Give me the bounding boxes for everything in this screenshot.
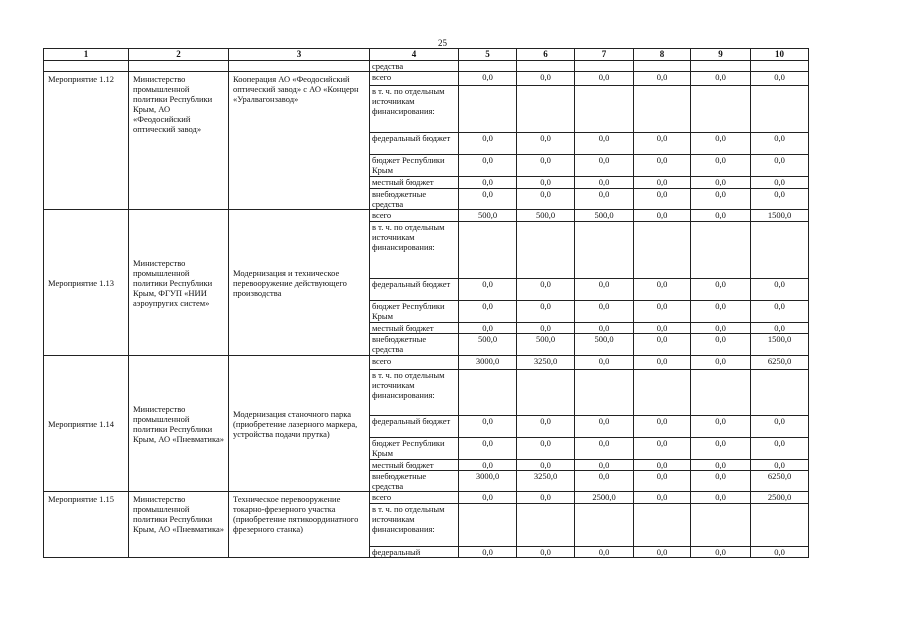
col-header: 4 bbox=[370, 49, 459, 61]
amount-cell bbox=[691, 222, 751, 279]
funding-source: всего bbox=[370, 356, 459, 370]
amount-cell: 0,0 bbox=[634, 356, 691, 370]
amount-cell bbox=[517, 504, 575, 547]
amount-cell: 0,0 bbox=[575, 547, 634, 558]
amount-cell: 500,0 bbox=[459, 210, 517, 222]
amount-cell: 0,0 bbox=[691, 416, 751, 438]
amount-cell: 0,0 bbox=[634, 189, 691, 210]
amount-cell: 0,0 bbox=[517, 460, 575, 471]
funding-table bbox=[43, 48, 809, 558]
funding-source: в т. ч. по отдельным источникам финансирования: bbox=[370, 370, 459, 416]
amount-cell: 0,0 bbox=[751, 177, 809, 189]
responsible-org: Министерство промышленной политики Республики Крым, АО «Пневматика» bbox=[129, 492, 229, 558]
amount-cell bbox=[751, 370, 809, 416]
amount-cell: 3250,0 bbox=[517, 471, 575, 492]
amount-cell: 0,0 bbox=[517, 301, 575, 323]
amount-cell: 0,0 bbox=[634, 210, 691, 222]
amount-cell: 0,0 bbox=[751, 133, 809, 155]
activity-id: Мероприятие 1.14 bbox=[44, 356, 129, 492]
activity-description: Модернизация станочного парка (приобретение лазерного маркера, устройства подачи прутка) bbox=[229, 356, 370, 492]
amount-cell: 0,0 bbox=[691, 133, 751, 155]
amount-cell bbox=[459, 86, 517, 133]
amount-cell: 0,0 bbox=[691, 189, 751, 210]
amount-cell: 0,0 bbox=[691, 471, 751, 492]
continuation-row bbox=[44, 61, 809, 72]
amount-cell: 0,0 bbox=[575, 471, 634, 492]
amount-cell bbox=[691, 370, 751, 416]
amount-cell: 500,0 bbox=[459, 334, 517, 356]
amount-cell: 0,0 bbox=[751, 460, 809, 471]
amount-cell: 0,0 bbox=[691, 356, 751, 370]
amount-cell: 0,0 bbox=[634, 438, 691, 460]
amount-cell: 3000,0 bbox=[459, 356, 517, 370]
amount-cell: 0,0 bbox=[517, 279, 575, 301]
table-row bbox=[44, 210, 809, 222]
amount-cell: 0,0 bbox=[575, 323, 634, 334]
amount-cell: 0,0 bbox=[634, 547, 691, 558]
amount-cell: 3250,0 bbox=[517, 356, 575, 370]
amount-cell bbox=[751, 86, 809, 133]
amount-cell bbox=[575, 222, 634, 279]
amount-cell: 0,0 bbox=[459, 301, 517, 323]
amount-cell: 0,0 bbox=[634, 301, 691, 323]
table-row bbox=[44, 492, 809, 504]
funding-source: всего bbox=[370, 210, 459, 222]
col-header: 3 bbox=[229, 49, 370, 61]
amount-cell bbox=[634, 504, 691, 547]
funding-source: бюджет Республики Крым bbox=[370, 438, 459, 460]
funding-source: федеральный bbox=[370, 547, 459, 558]
source-cell: средства bbox=[370, 61, 459, 72]
funding-source: внебюджетные средства bbox=[370, 189, 459, 210]
funding-source: в т. ч. по отдельным источникам финансирования: bbox=[370, 86, 459, 133]
amount-cell: 2500,0 bbox=[575, 492, 634, 504]
col-header: 8 bbox=[634, 49, 691, 61]
amount-cell: 1500,0 bbox=[751, 334, 809, 356]
amount-cell: 0,0 bbox=[691, 323, 751, 334]
amount-cell: 0,0 bbox=[517, 189, 575, 210]
amount-cell: 6250,0 bbox=[751, 471, 809, 492]
amount-cell: 0,0 bbox=[575, 301, 634, 323]
amount-cell: 0,0 bbox=[751, 323, 809, 334]
amount-cell: 0,0 bbox=[751, 189, 809, 210]
activity-id: Мероприятие 1.13 bbox=[44, 210, 129, 356]
amount-cell: 0,0 bbox=[751, 416, 809, 438]
col-header: 6 bbox=[517, 49, 575, 61]
amount-cell: 0,0 bbox=[517, 177, 575, 189]
responsible-org: Министерство промышленной политики Республики Крым, ФГУП «НИИ аэроупругих систем» bbox=[129, 210, 229, 356]
amount-cell: 0,0 bbox=[634, 492, 691, 504]
funding-source: федеральный бюджет bbox=[370, 279, 459, 301]
amount-cell: 0,0 bbox=[691, 155, 751, 177]
amount-cell: 6250,0 bbox=[751, 356, 809, 370]
amount-cell: 500,0 bbox=[517, 334, 575, 356]
amount-cell: 0,0 bbox=[634, 323, 691, 334]
amount-cell: 0,0 bbox=[575, 460, 634, 471]
amount-cell: 0,0 bbox=[459, 279, 517, 301]
table-body bbox=[44, 61, 809, 558]
amount-cell: 0,0 bbox=[459, 460, 517, 471]
amount-cell: 0,0 bbox=[575, 72, 634, 86]
amount-cell: 0,0 bbox=[691, 210, 751, 222]
activity-id: Мероприятие 1.15 bbox=[44, 492, 129, 558]
amount-cell: 0,0 bbox=[517, 72, 575, 86]
amount-cell: 0,0 bbox=[575, 438, 634, 460]
amount-cell: 0,0 bbox=[575, 177, 634, 189]
amount-cell bbox=[517, 222, 575, 279]
funding-source: местный бюджет bbox=[370, 323, 459, 334]
header-row bbox=[44, 49, 809, 61]
activity-description: Модернизация и техническое перевооружение действующего производства bbox=[229, 210, 370, 356]
amount-cell: 0,0 bbox=[691, 301, 751, 323]
amount-cell: 0,0 bbox=[459, 72, 517, 86]
amount-cell: 0,0 bbox=[517, 155, 575, 177]
amount-cell: 0,0 bbox=[517, 492, 575, 504]
amount-cell bbox=[751, 504, 809, 547]
amount-cell: 2500,0 bbox=[751, 492, 809, 504]
amount-cell bbox=[634, 222, 691, 279]
amount-cell: 0,0 bbox=[634, 416, 691, 438]
amount-cell bbox=[575, 370, 634, 416]
amount-cell: 0,0 bbox=[691, 492, 751, 504]
amount-cell: 0,0 bbox=[691, 72, 751, 86]
funding-source: бюджет Республики Крым bbox=[370, 155, 459, 177]
amount-cell: 0,0 bbox=[459, 416, 517, 438]
amount-cell: 0,0 bbox=[459, 438, 517, 460]
col-header: 9 bbox=[691, 49, 751, 61]
amount-cell: 0,0 bbox=[634, 460, 691, 471]
amount-cell: 0,0 bbox=[634, 177, 691, 189]
amount-cell: 0,0 bbox=[691, 460, 751, 471]
amount-cell: 0,0 bbox=[634, 133, 691, 155]
amount-cell: 3000,0 bbox=[459, 471, 517, 492]
activity-description: Техническое перевооружение токарно-фрезерного участка (приобретение пятикоординатного фрезерного станка) bbox=[229, 492, 370, 558]
funding-source: местный бюджет bbox=[370, 177, 459, 189]
amount-cell: 0,0 bbox=[517, 416, 575, 438]
amount-cell: 0,0 bbox=[634, 279, 691, 301]
amount-cell: 500,0 bbox=[517, 210, 575, 222]
amount-cell: 0,0 bbox=[634, 334, 691, 356]
funding-source: внебюджетные средства bbox=[370, 471, 459, 492]
amount-cell: 0,0 bbox=[634, 471, 691, 492]
table-row bbox=[44, 356, 809, 370]
amount-cell bbox=[575, 86, 634, 133]
amount-cell: 0,0 bbox=[691, 547, 751, 558]
amount-cell bbox=[459, 504, 517, 547]
amount-cell bbox=[517, 370, 575, 416]
amount-cell: 0,0 bbox=[751, 72, 809, 86]
amount-cell: 0,0 bbox=[751, 155, 809, 177]
amount-cell bbox=[691, 504, 751, 547]
amount-cell: 0,0 bbox=[459, 547, 517, 558]
funding-source: в т. ч. по отдельным источникам финансирования: bbox=[370, 504, 459, 547]
amount-cell: 0,0 bbox=[459, 492, 517, 504]
col-header: 2 bbox=[129, 49, 229, 61]
amount-cell: 0,0 bbox=[575, 356, 634, 370]
col-header: 1 bbox=[44, 49, 129, 61]
amount-cell: 0,0 bbox=[517, 133, 575, 155]
page-number: 25 bbox=[438, 38, 447, 48]
amount-cell: 0,0 bbox=[459, 155, 517, 177]
amount-cell: 0,0 bbox=[575, 155, 634, 177]
amount-cell: 0,0 bbox=[517, 547, 575, 558]
amount-cell bbox=[691, 86, 751, 133]
funding-source: бюджет Республики Крым bbox=[370, 301, 459, 323]
amount-cell: 0,0 bbox=[459, 133, 517, 155]
amount-cell: 0,0 bbox=[459, 189, 517, 210]
amount-cell: 0,0 bbox=[459, 323, 517, 334]
amount-cell: 500,0 bbox=[575, 210, 634, 222]
amount-cell bbox=[634, 370, 691, 416]
funding-source: в т. ч. по отдельным источникам финансирования: bbox=[370, 222, 459, 279]
col-header: 5 bbox=[459, 49, 517, 61]
amount-cell: 0,0 bbox=[575, 189, 634, 210]
funding-source: федеральный бюджет bbox=[370, 133, 459, 155]
funding-source: внебюджетные средства bbox=[370, 334, 459, 356]
amount-cell bbox=[751, 222, 809, 279]
funding-source: местный бюджет bbox=[370, 460, 459, 471]
amount-cell: 0,0 bbox=[575, 133, 634, 155]
amount-cell bbox=[459, 222, 517, 279]
amount-cell: 0,0 bbox=[751, 301, 809, 323]
amount-cell: 0,0 bbox=[691, 177, 751, 189]
amount-cell: 0,0 bbox=[751, 547, 809, 558]
col-header: 7 bbox=[575, 49, 634, 61]
amount-cell bbox=[459, 370, 517, 416]
amount-cell bbox=[634, 86, 691, 133]
responsible-org: Министерство промышленной политики Республики Крым, АО «Пневматика» bbox=[129, 356, 229, 492]
activity-id: Мероприятие 1.12 bbox=[44, 72, 129, 210]
amount-cell: 0,0 bbox=[517, 438, 575, 460]
amount-cell: 0,0 bbox=[751, 438, 809, 460]
amount-cell: 0,0 bbox=[691, 438, 751, 460]
amount-cell: 0,0 bbox=[517, 323, 575, 334]
amount-cell: 0,0 bbox=[691, 279, 751, 301]
amount-cell: 0,0 bbox=[575, 279, 634, 301]
col-header: 10 bbox=[751, 49, 809, 61]
amount-cell: 0,0 bbox=[634, 72, 691, 86]
funding-source: федеральный бюджет bbox=[370, 416, 459, 438]
activity-description: Кооперация АО «Феодосийский оптический завод» с АО «Концерн «Уралвагонзавод» bbox=[229, 72, 370, 210]
amount-cell bbox=[517, 86, 575, 133]
responsible-org: Министерство промышленной политики Республики Крым, АО «Феодосийский оптический завод» bbox=[129, 72, 229, 210]
amount-cell: 0,0 bbox=[634, 155, 691, 177]
table-row bbox=[44, 72, 809, 86]
amount-cell: 500,0 bbox=[575, 334, 634, 356]
amount-cell: 0,0 bbox=[691, 334, 751, 356]
amount-cell bbox=[575, 504, 634, 547]
amount-cell: 1500,0 bbox=[751, 210, 809, 222]
amount-cell: 0,0 bbox=[459, 177, 517, 189]
amount-cell: 0,0 bbox=[751, 279, 809, 301]
amount-cell: 0,0 bbox=[575, 416, 634, 438]
funding-source: всего bbox=[370, 72, 459, 86]
funding-source: всего bbox=[370, 492, 459, 504]
